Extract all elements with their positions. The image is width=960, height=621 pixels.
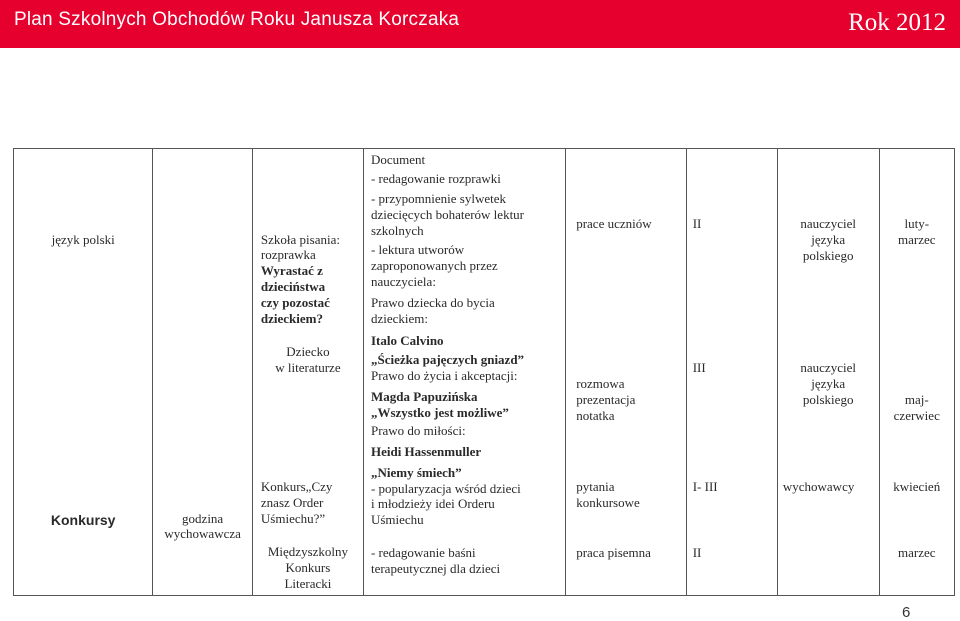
act-line-18: „Niemy śmiech”	[370, 465, 462, 480]
act-line-14: Magda Papuzińska	[370, 389, 478, 404]
act-line-3: - przypomnienie sylwetek	[370, 191, 506, 206]
subject-label: język polski	[51, 232, 115, 247]
date-r1a: luty-	[904, 216, 930, 231]
topic-konkurs-2: znasz Order	[260, 495, 324, 510]
act-line-22: - redagowanie baśni	[370, 545, 476, 560]
resp-r1c: polskiego	[802, 248, 854, 263]
act-line-17: Heidi Hassenmuller	[370, 444, 482, 459]
act-line-12: „Ścieżka pajęczych gniazd”	[370, 352, 525, 367]
form-r3b: konkursowe	[576, 495, 640, 510]
topic-szkola-6: dzieckiem?	[260, 311, 323, 326]
form-r2b: prezentacja	[576, 392, 636, 407]
form-r4: praca pisemna	[576, 545, 651, 560]
act-line-19: - popularyzacja wśród dzieci	[370, 481, 521, 496]
date-r2a: maj-	[904, 392, 929, 407]
header-year: Rok 2012	[848, 9, 946, 36]
form-r2c: notatka	[576, 408, 615, 423]
act-line-7: zaproponowanych przez	[370, 258, 498, 273]
date-r1b: marzec	[897, 232, 936, 247]
responsible-column	[777, 149, 879, 596]
form-r3a: pytania	[576, 479, 615, 494]
act-line-4: dziecięcych bohaterów lektur	[370, 207, 525, 222]
form-r1: prace uczniów	[576, 216, 652, 231]
act-line-8: nauczyciela:	[370, 274, 436, 289]
form-column	[566, 149, 687, 596]
level-r2: III	[692, 360, 706, 375]
page-number: 6	[902, 604, 911, 621]
date-r2b: czerwiec	[893, 408, 940, 423]
act-line-5: szkolnych	[370, 223, 424, 238]
act-line-23: terapeutycznej dla dzieci	[370, 561, 501, 576]
resp-r1b: języka	[811, 232, 846, 247]
topic-szkola-4: dzieciństwa	[260, 279, 326, 294]
act-line-6: - lektura utworów	[370, 242, 465, 257]
level-r1: II	[692, 216, 702, 231]
resp-r3: wychowawcy	[782, 479, 855, 494]
topic-konkurs-1: Konkurs„Czy	[260, 479, 333, 494]
konkursy-label: Konkursy	[50, 512, 116, 528]
topic-szkola-1: Szkoła pisania:	[260, 232, 340, 247]
act-line-1: Document	[370, 152, 426, 167]
time-column	[153, 149, 253, 596]
header-title: Plan Szkolnych Obchodów Roku Janusza Korczaka	[14, 9, 460, 30]
topic-miedzy-3: Literacki	[284, 576, 332, 591]
topic-szkola-5: czy pozostać	[260, 295, 330, 310]
page-header	[0, 0, 960, 48]
act-line-21: Uśmiechu	[370, 512, 424, 527]
date-column	[879, 149, 955, 596]
date-r4: marzec	[897, 545, 936, 560]
resp-r1a: nauczyciel	[800, 216, 856, 231]
level-r4: II	[692, 545, 702, 560]
act-line-10: dzieckiem:	[370, 311, 428, 326]
subject-column	[14, 149, 153, 596]
act-line-20: i młodzieży idei Orderu	[370, 496, 495, 511]
topic-szkola-3: Wyrastać z	[260, 263, 323, 278]
plan-table	[13, 148, 955, 596]
form-r2a: rozmowa	[576, 376, 625, 391]
topic-szkola-2: rozprawka	[260, 247, 316, 262]
act-line-15: „Wszystko jest możliwe”	[370, 405, 509, 420]
topic-miedzy-1: Międzyszkolny	[267, 544, 349, 559]
topic-dziecko-1: Dziecko	[286, 344, 330, 359]
godzina-line1: godzina	[182, 511, 224, 526]
date-r3: kwiecień	[893, 479, 941, 494]
topic-miedzy-2: Konkurs	[285, 560, 331, 575]
resp-r2a: nauczyciel	[800, 360, 856, 375]
act-line-16: Prawo do miłości:	[370, 423, 466, 438]
resp-r2b: języka	[811, 376, 846, 391]
level-column	[686, 149, 777, 596]
godzina-line2: wychowawcza	[164, 526, 241, 541]
activities-column	[363, 149, 565, 596]
act-line-11: Italo Calvino	[370, 333, 444, 348]
topic-column	[252, 149, 363, 596]
act-line-9: Prawo dziecka do bycia	[370, 295, 495, 310]
topic-dziecko-2: w literaturze	[275, 360, 341, 375]
act-line-2: - redagowanie rozprawki	[370, 171, 501, 186]
level-r3: I- III	[692, 479, 718, 494]
act-line-13: Prawo do życia i akceptacji:	[370, 368, 518, 383]
topic-konkurs-3: Uśmiechu?”	[260, 511, 326, 526]
resp-r2c: polskiego	[802, 392, 854, 407]
